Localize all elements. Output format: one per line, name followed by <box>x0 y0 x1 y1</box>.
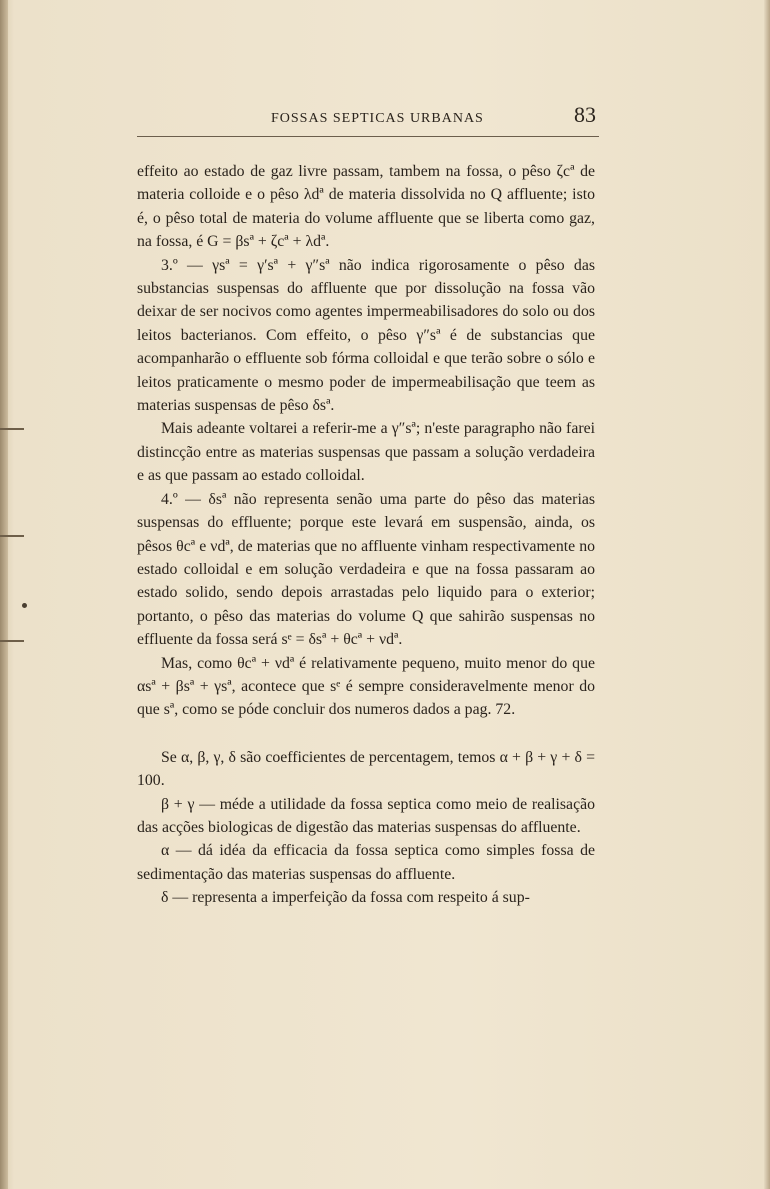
paragraph: 3.º — γsª = γ′sª + γ″sª não indica rigorosamente o pêso das substancias suspensas do affluente que por dissolução na fossa vão deixar de ser nocivos como agentes impermeabilisadores do solo ou dos leitos bacterianos. Com effeito, o pêso γ″sª é de substancias que acompanharão o effluente sob fórma colloidal e que terão sobre o sólo e leitos praticamente o mesmo poder de impermeabilisação que teem as materias suspensas de pêso δsª. <box>137 256 595 415</box>
section-gap <box>137 722 595 746</box>
page-right-edge <box>764 0 770 1189</box>
binding-mark <box>0 428 24 430</box>
ink-spot <box>22 603 27 608</box>
binding-mark <box>0 640 24 642</box>
page-header <box>137 102 599 137</box>
page-number: 83 <box>574 102 596 127</box>
paragraph: Mas, como θcª + νdª é relativamente pequeno, muito menor do que αsª + βsª + γsª, acontece que sᵉ é sempre consideravelmente menor do que sª, como se póde concluir dos numeros dados a pag. 72. <box>137 654 595 719</box>
binding-mark <box>0 535 24 537</box>
paragraph: Se α, β, γ, δ são coefficientes de percentagem, temos α + β + γ + δ = 100. <box>137 748 595 790</box>
paragraph: Mais adeante voltarei a referir-me a γ″sª; n'este paragrapho não farei distincção entre as materias suspensas que passam a solução verdadeira e as que passam ao estado colloidal. <box>137 420 595 485</box>
running-title: FOSSAS SEPTICAS URBANAS <box>271 111 484 126</box>
paragraph: 4.º — δsª não representa senão uma parte do pêso das materias suspensas do effluente; porque este levará em suspensão, ainda, os pêsos θcª e νdª, de materias que no affluente vinham respectivamente no estado colloidal e em solução verdadeira e que na fossa passaram ao estado solido, sendo depois arrastadas pelo liquido para o exterior; portanto, o pêso das materias do volume Q que sahirão suspensas no effluente da fossa será sᵉ = δsª + θcª + νdª. <box>137 490 595 649</box>
paragraph: effeito ao estado de gaz livre passam, tambem na fossa, o pêso ζcª de materia colloide e o pêso λdª de materia dissolvida no Q affluente; isto é, o pêso total de materia do volume affluente que se liberta como gaz, na fossa, é G = βsª + ζcª + λdª. <box>137 163 595 251</box>
paragraph: δ — representa a imperfeição da fossa com respeito á sup- <box>161 889 530 907</box>
body-text <box>137 160 595 910</box>
paragraph: α — dá idéa da efficacia da fossa septica como simples fossa de sedimentação das materias suspensas do affluente. <box>137 842 595 883</box>
page-left-edge <box>0 0 8 1189</box>
paragraph: β + γ — méde a utilidade da fossa septica como meio de realisação das acções biologicas de digestão das materias suspensas do affluente. <box>137 795 595 836</box>
